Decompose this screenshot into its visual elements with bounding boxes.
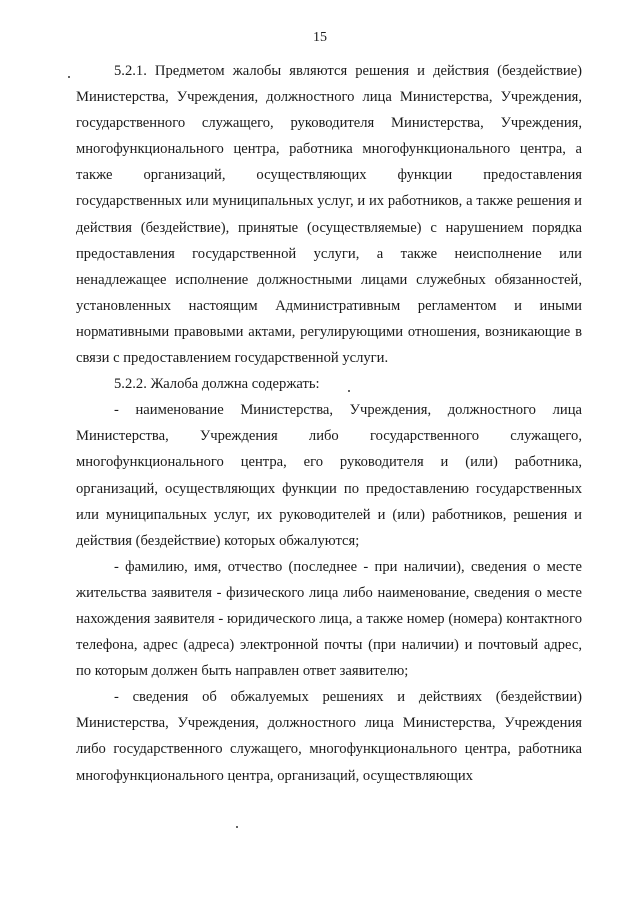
scan-speck xyxy=(68,76,70,78)
scan-speck xyxy=(236,826,238,828)
page-number: 15 xyxy=(313,30,327,45)
paragraph-5-2-2: 5.2.2. Жалоба должна содержать: xyxy=(114,376,320,393)
scan-speck xyxy=(348,390,350,392)
document-body xyxy=(76,58,582,789)
paragraph-item-applicant: - фамилию, имя, отчество (последнее - при наличии), сведения о месте жительства заявителя - физического лица либо наименование, сведения о месте нахождения заявителя - юридического лица, а также номер (номера) контактного телефона, адрес (адреса) электронной почты (при наличии) и почтовый адрес, по которым должен быть направлен ответ заявителю; xyxy=(76,558,582,680)
paragraph-5-2-1: 5.2.1. Предметом жалобы являются решения и действия (бездействие) Министерства, Учреждения, должностного лица Министерства, Учреждения, государственного служащего, руководителя Министерства, Учреждения, многофункционального центра, работника многофункционального центра, а также организаций, осуществляющих функции предоставления государственных или муниципальных услуг, и их работников, а также решения и действия (бездействие), принятые (осуществляемые) с нарушением порядка предоставления государственной услуги, а также неисполнение или ненадлежащее исполнение должностными лицами служебных обязанностей, установленных настоящим Административным регламентом и иными нормативными правовыми актами, регулирующими отношения, возникающие в связи с предоставлением государственной услуги. xyxy=(76,63,582,367)
paragraph-item-decisions: - сведения об обжалуемых решениях и действиях (бездействии) Министерства, Учреждения, должностного лица Министерства, Учреждения либо государственного служащего, многофункционального центра, работника многофункционального центра, организаций, осуществляющих xyxy=(76,689,582,784)
paragraph-item-name: - наименование Министерства, Учреждения, должностного лица Министерства, Учреждения либо государственного служащего, многофункционального центра, его руководителя и (или) работника, организаций, осуществляющих функции по предоставлению государственных или муниципальных услуг, их руководителей и (или) работников, решения и действия (бездействие) которых обжалуются; xyxy=(76,402,582,549)
